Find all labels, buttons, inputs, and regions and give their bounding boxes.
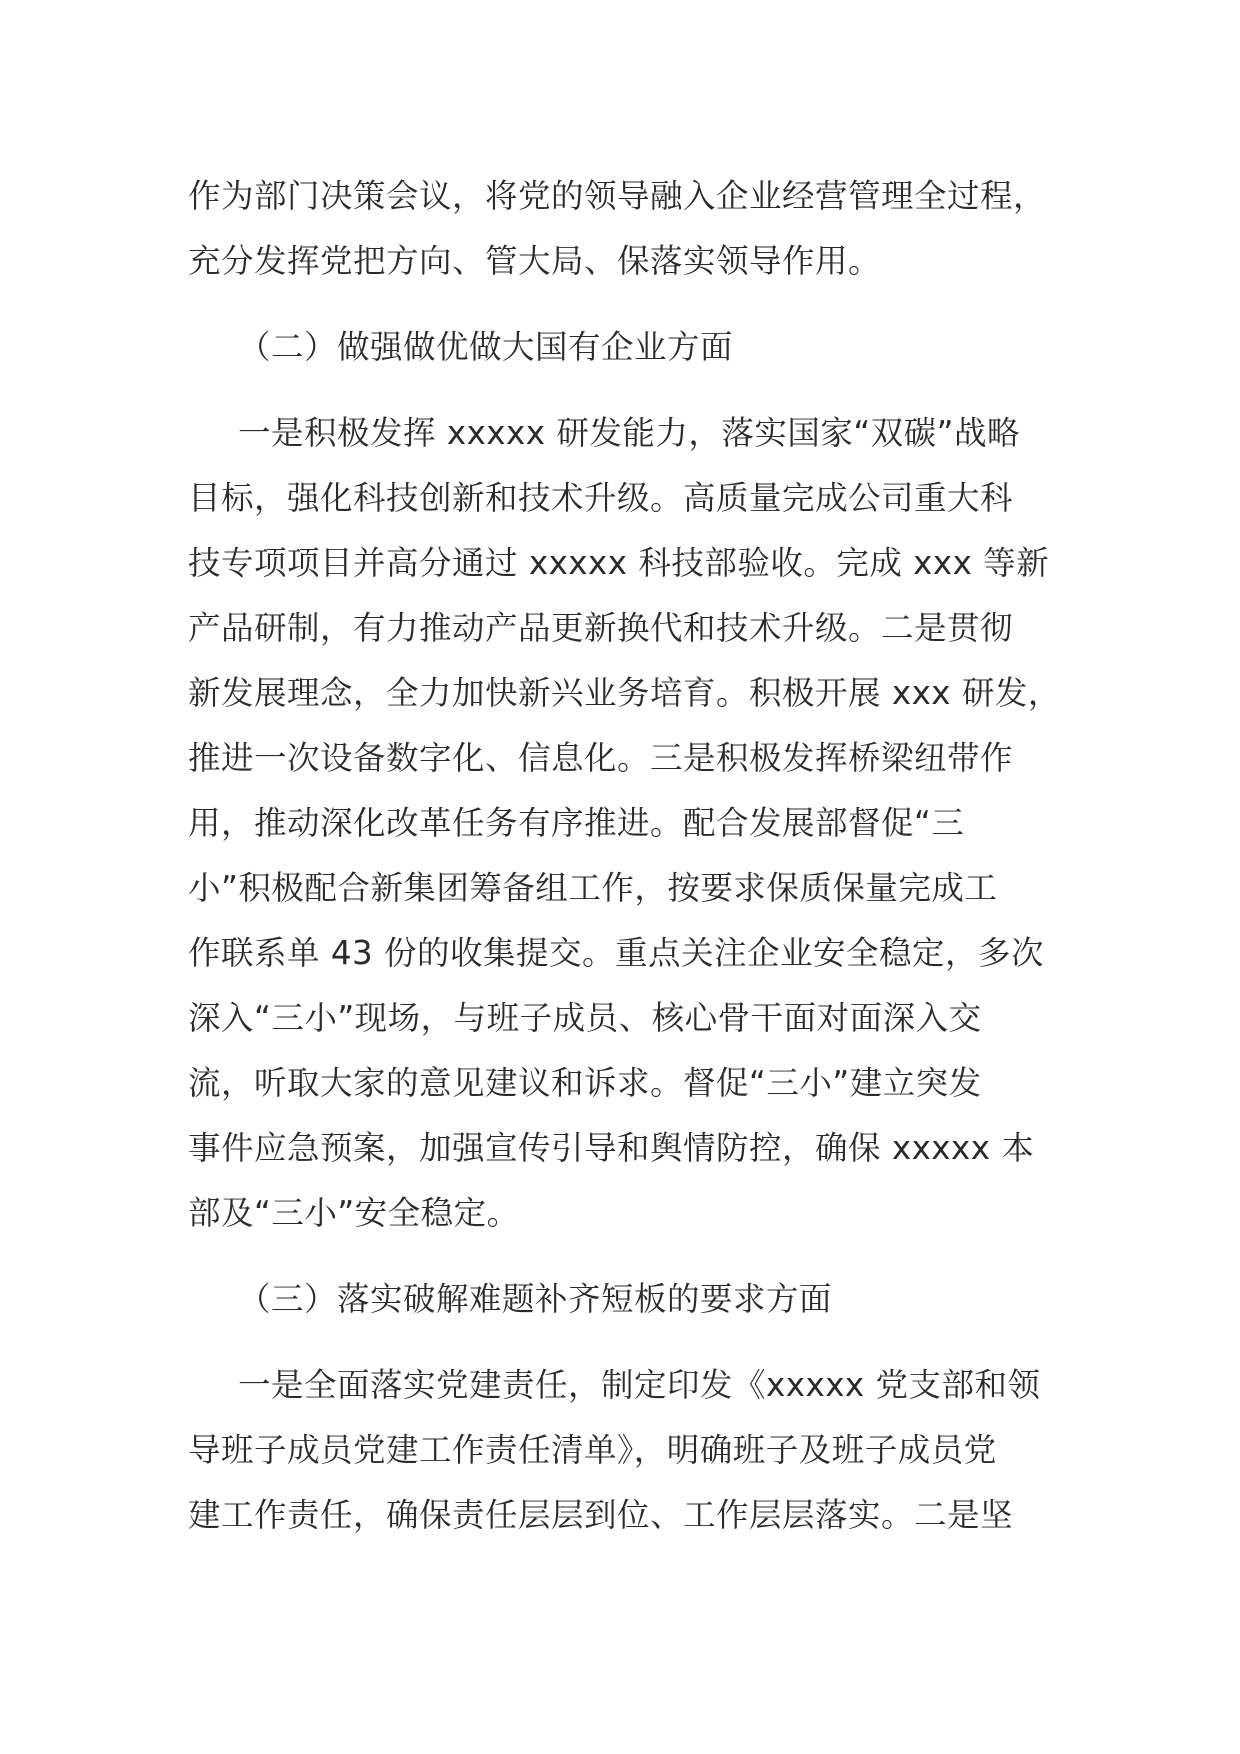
text-line: 建工作责任，确保责任层层到位、工作层层落实。二是坚 xyxy=(188,1496,1014,1534)
text-line: 充分发挥党把方向、管大局、保落实领导作用。 xyxy=(188,242,882,280)
text-line: 技专项项目并高分通过 xxxxx 科技部验收。完成 xxx 等新 xyxy=(188,544,1050,582)
text-line: 小”积极配合新集团筹备组工作，按要求保质保量完成工 xyxy=(188,869,998,907)
section-heading-3: （三）落实破解难题补齐短板的要求方面 xyxy=(238,1280,833,1318)
text-line: 导班子成员党建工作责任清单》，明确班子及班子成员党 xyxy=(188,1431,997,1469)
text-line: 作联系单 43 份的收集提交。重点关注企业安全稳定，多次 xyxy=(188,934,1045,972)
text-line: 用，推动深化改革任务有序推进。配合发展部督促“三 xyxy=(188,804,965,842)
text-line: 作为部门决策会议，将党的领导融入企业经营管理全过程， xyxy=(188,177,1047,215)
text-line: 部及“三小”安全稳定。 xyxy=(188,1194,520,1232)
section-heading-2: （二）做强做优做大国有企业方面 xyxy=(238,328,734,366)
text-line: 推进一次设备数字化、信息化。三是积极发挥桥梁纽带作 xyxy=(188,739,1014,777)
text-line: 深入“三小”现场，与班子成员、核心骨干面对面深入交 xyxy=(188,999,982,1037)
text-line: 流，听取大家的意见建议和诉求。督促“三小”建立突发 xyxy=(188,1064,982,1102)
text-line: 产品研制，有力推动产品更新换代和技术升级。二是贯彻 xyxy=(188,609,1014,647)
text-line: 目标，强化科技创新和技术升级。高质量完成公司重大科 xyxy=(188,479,1014,517)
text-line: 新发展理念，全力加快新兴业务培育。积极开展 xxx 研发， xyxy=(188,674,1061,712)
text-line: 一是全面落实党建责任，制定印发《xxxxx 党支部和领 xyxy=(238,1366,1041,1404)
text-line: 事件应急预案，加强宣传引导和舆情防控，确保 xxxxx 本 xyxy=(188,1129,1035,1167)
text-line: 一是积极发挥 xxxxx 研发能力，落实国家“双碳”战略 xyxy=(238,414,1021,452)
